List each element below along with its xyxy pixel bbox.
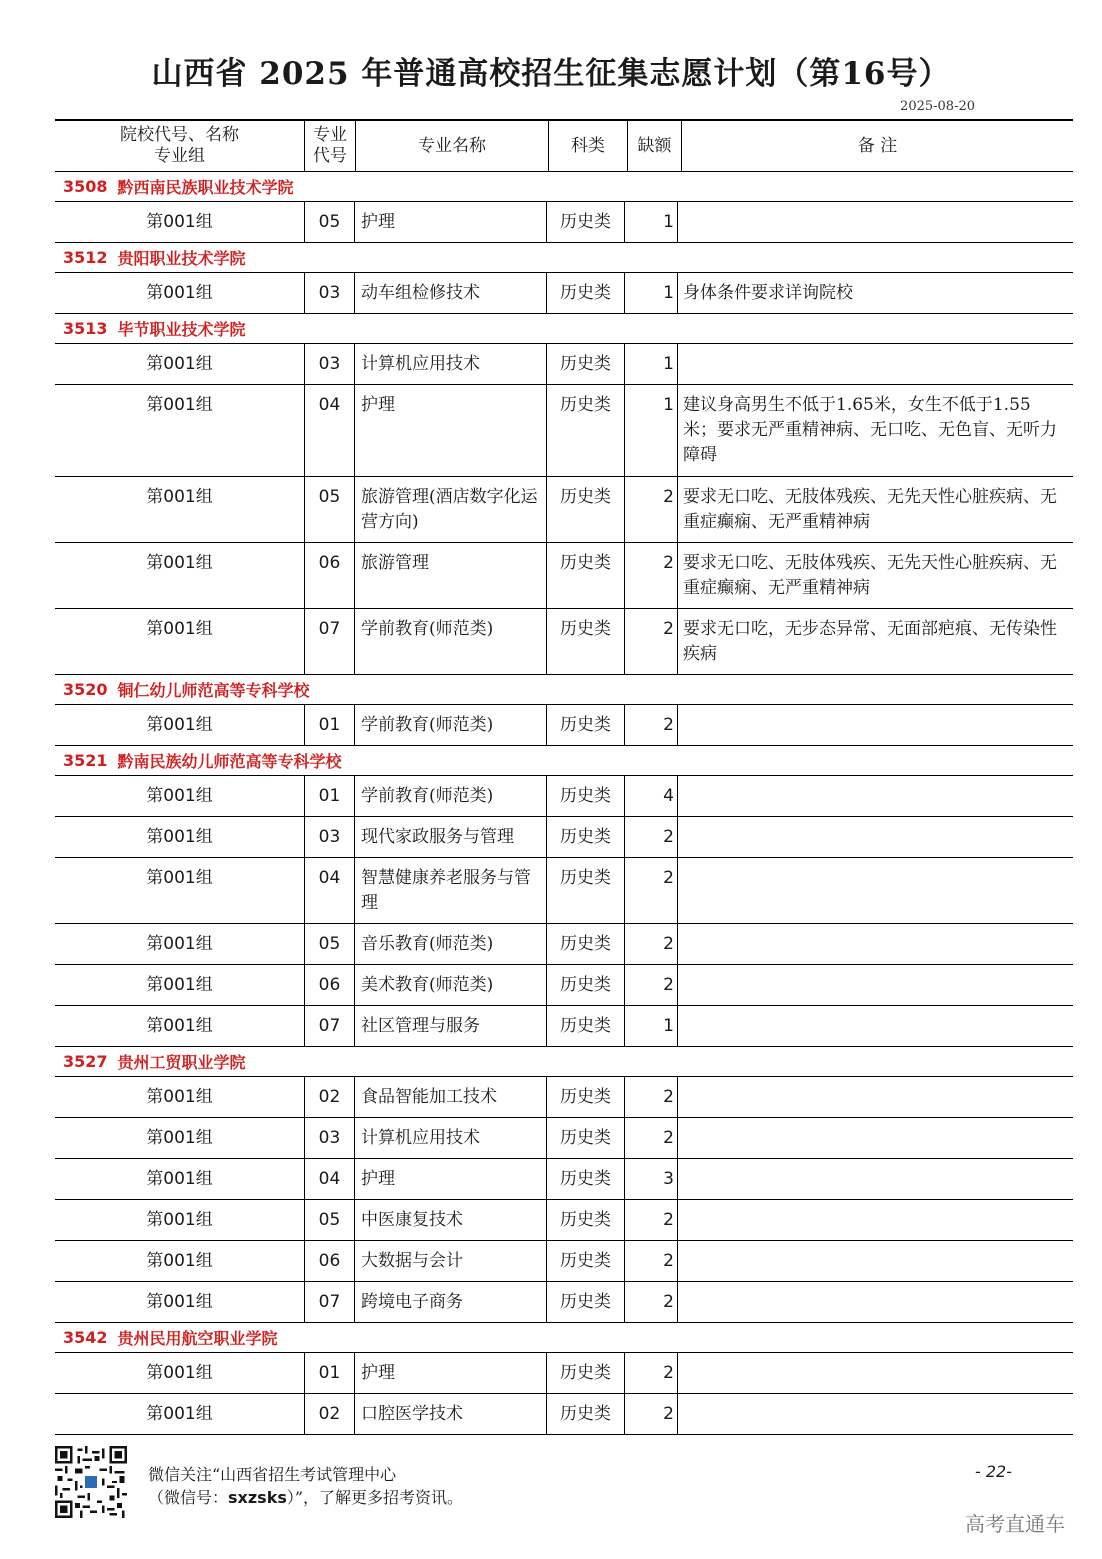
school-code: 3521: [63, 751, 108, 770]
table-row: [55, 1200, 1073, 1241]
table-row: [55, 705, 1073, 746]
major-code-cell: 03: [304, 273, 354, 313]
major-code-cell: 05: [304, 202, 354, 242]
category-cell: 历史类: [546, 1394, 624, 1434]
major-name-cell: 现代家政服务与管理: [354, 817, 546, 857]
major-code-cell: 07: [304, 1006, 354, 1046]
vacancy-cell: 2: [624, 965, 677, 1005]
vacancy-cell: 2: [624, 705, 677, 745]
group-cell: 第001组: [146, 1016, 213, 1036]
school-header: [55, 314, 1073, 344]
group-cell: 第001组: [146, 487, 213, 507]
category-cell: 历史类: [546, 1353, 624, 1393]
major-code-cell: 06: [304, 543, 354, 608]
major-name-cell: 食品智能加工技术: [354, 1077, 546, 1117]
table-header: [55, 121, 1073, 172]
category-cell: 历史类: [546, 705, 624, 745]
major-name-cell: 护理: [354, 1159, 546, 1199]
vacancy-cell: 2: [624, 477, 677, 542]
vacancy-cell: 2: [624, 858, 677, 923]
major-code-cell: 04: [304, 858, 354, 923]
vacancy-cell: 2: [624, 817, 677, 857]
group-cell: 第001组: [146, 283, 213, 303]
table-row: [55, 344, 1073, 385]
vacancy-cell: 3: [624, 1159, 677, 1199]
category-cell: 历史类: [546, 817, 624, 857]
footer-wechat-line1: 微信关注“山西省招生考试管理中心: [148, 1465, 397, 1484]
vacancy-cell: 1: [624, 273, 677, 313]
publish-date: 2025-08-20: [900, 99, 975, 114]
note-cell: [677, 965, 1073, 1005]
group-cell: 第001组: [146, 715, 213, 735]
group-cell: 第001组: [146, 1404, 213, 1424]
note-cell: [677, 1159, 1073, 1199]
major-code-cell: 04: [304, 1159, 354, 1199]
school-header: [55, 1047, 1073, 1077]
note-cell: [677, 924, 1073, 964]
major-name-cell: 学前教育(师范类): [354, 776, 546, 816]
school-code: 3508: [63, 177, 108, 196]
major-code-cell: 05: [304, 924, 354, 964]
table-row: [55, 609, 1073, 675]
category-cell: 历史类: [546, 965, 624, 1005]
group-cell: 第001组: [146, 1087, 213, 1107]
group-cell: 第001组: [146, 786, 213, 806]
group-cell: 第001组: [146, 975, 213, 995]
major-code-cell: 01: [304, 776, 354, 816]
vacancy-cell: 1: [624, 202, 677, 242]
table-row: [55, 965, 1073, 1006]
major-name-cell: 学前教育(师范类): [354, 705, 546, 745]
table-row: [55, 776, 1073, 817]
header-notes: 备 注: [681, 121, 1073, 171]
table-row: [55, 1282, 1073, 1323]
category-cell: 历史类: [546, 858, 624, 923]
page-footer: [0, 1440, 1102, 1559]
category-cell: 历史类: [546, 273, 624, 313]
group-cell: 第001组: [146, 619, 213, 639]
note-cell: [677, 1118, 1073, 1158]
major-name-cell: 动车组检修技术: [354, 273, 546, 313]
note-cell: [677, 1353, 1073, 1393]
vacancy-cell: 2: [624, 543, 677, 608]
school-header: [55, 1323, 1073, 1353]
major-code-cell: 03: [304, 817, 354, 857]
category-cell: 历史类: [546, 776, 624, 816]
note-cell: [677, 1200, 1073, 1240]
table-row: [55, 858, 1073, 924]
wechat-id: sxzsks: [228, 1488, 287, 1507]
major-name-cell: 旅游管理: [354, 543, 546, 608]
vacancy-cell: 2: [624, 1077, 677, 1117]
major-name-cell: 学前教育(师范类): [354, 609, 546, 674]
category-cell: 历史类: [546, 543, 624, 608]
note-cell: [677, 1282, 1073, 1322]
major-code-cell: 07: [304, 609, 354, 674]
vacancy-cell: 2: [624, 1241, 677, 1281]
table-row: [55, 1006, 1073, 1047]
major-code-cell: 03: [304, 344, 354, 384]
category-cell: 历史类: [546, 1006, 624, 1046]
qr-code-icon: [55, 1446, 127, 1518]
major-code-cell: 01: [304, 1353, 354, 1393]
header-major-name: 专业名称: [355, 121, 548, 171]
major-name-cell: 中医康复技术: [354, 1200, 546, 1240]
school-code: 3527: [63, 1052, 108, 1071]
category-cell: 历史类: [546, 924, 624, 964]
note-cell: 要求无口吃、无肢体残疾、无先天性心脏疾病、无重症癫痫、无严重精神病: [677, 543, 1073, 608]
group-cell: 第001组: [146, 1363, 213, 1383]
header-major-code: [304, 121, 355, 171]
category-cell: 历史类: [546, 385, 624, 476]
category-cell: 历史类: [546, 1077, 624, 1117]
school-name: 贵阳职业技术学院: [117, 249, 246, 268]
note-cell: 要求无口吃，无步态异常、无面部疤痕、无传染性疾病: [677, 609, 1073, 674]
table-row: [55, 1118, 1073, 1159]
table-row: [55, 543, 1073, 609]
header-major-code-line2: 代号: [313, 146, 347, 166]
table-row: [55, 1241, 1073, 1282]
school-code: 3542: [63, 1328, 108, 1347]
major-name-cell: 护理: [354, 385, 546, 476]
table-row: [55, 817, 1073, 858]
category-cell: 历史类: [546, 1159, 624, 1199]
header-vacancy: 缺额: [627, 121, 681, 171]
table-row: [55, 1353, 1073, 1394]
header-school-label: 院校代号、名称: [120, 125, 239, 145]
group-cell: 第001组: [146, 868, 213, 888]
table-row: [55, 924, 1073, 965]
page-number: - 22-: [975, 1462, 1012, 1481]
table-row: [55, 1077, 1073, 1118]
table-row: [55, 477, 1073, 543]
category-cell: 历史类: [546, 1241, 624, 1281]
school-header: [55, 172, 1073, 202]
school-header: [55, 675, 1073, 705]
note-cell: [677, 344, 1073, 384]
note-cell: [677, 1241, 1073, 1281]
category-cell: 历史类: [546, 1118, 624, 1158]
footer-wechat-line2: [148, 1485, 463, 1508]
note-cell: [677, 1006, 1073, 1046]
note-cell: 身体条件要求详询院校: [677, 273, 1073, 313]
header-major-code-line1: 专业: [313, 125, 347, 145]
group-cell: 第001组: [146, 553, 213, 573]
table-row: [55, 273, 1073, 314]
note-cell: [677, 776, 1073, 816]
note-cell: 要求无口吃、无肢体残疾、无先天性心脏疾病、无重症癫痫、无严重精神病: [677, 477, 1073, 542]
major-name-cell: 口腔医学技术: [354, 1394, 546, 1434]
major-code-cell: 05: [304, 477, 354, 542]
group-cell: 第001组: [146, 212, 213, 232]
major-code-cell: 07: [304, 1282, 354, 1322]
header-group-label: 专业组: [154, 146, 205, 166]
major-name-cell: 计算机应用技术: [354, 1118, 546, 1158]
category-cell: 历史类: [546, 202, 624, 242]
table-body: [55, 172, 1073, 1435]
school-name: 铜仁幼儿师范高等专科学校: [117, 681, 310, 700]
table-row: [55, 385, 1073, 477]
major-code-cell: 04: [304, 385, 354, 476]
major-name-cell: 音乐教育(师范类): [354, 924, 546, 964]
vacancy-cell: 2: [624, 1282, 677, 1322]
major-name-cell: 美术教育(师范类): [354, 965, 546, 1005]
group-cell: 第001组: [146, 395, 213, 415]
note-cell: [677, 817, 1073, 857]
vacancy-cell: 1: [624, 344, 677, 384]
school-name: 黔南民族幼儿师范高等专科学校: [117, 752, 342, 771]
major-name-cell: 智慧健康养老服务与管理: [354, 858, 546, 923]
school-name: 贵州民用航空职业学院: [117, 1329, 278, 1348]
vacancy-cell: 2: [624, 1394, 677, 1434]
category-cell: 历史类: [546, 609, 624, 674]
group-cell: 第001组: [146, 1251, 213, 1271]
vacancy-cell: 4: [624, 776, 677, 816]
footer-line2-pre: （微信号：: [148, 1488, 229, 1507]
school-name: 贵州工贸职业学院: [117, 1053, 246, 1072]
major-name-cell: 社区管理与服务: [354, 1006, 546, 1046]
major-code-cell: 06: [304, 1241, 354, 1281]
note-cell: [677, 1077, 1073, 1117]
table-row: [55, 1394, 1073, 1435]
note-cell: [677, 202, 1073, 242]
major-name-cell: 护理: [354, 1353, 546, 1393]
group-cell: 第001组: [146, 1210, 213, 1230]
note-cell: 建议身高男生不低于1.65米，女生不低于1.55米；要求无严重精神病、无口吃、无色盲、无听力障碍: [677, 385, 1073, 476]
category-cell: 历史类: [546, 344, 624, 384]
note-cell: [677, 1394, 1073, 1434]
vacancy-cell: 2: [624, 1353, 677, 1393]
watermark: 高考直通车: [965, 1512, 1065, 1536]
header-category: 科类: [548, 121, 627, 171]
major-code-cell: 02: [304, 1394, 354, 1434]
major-code-cell: 05: [304, 1200, 354, 1240]
table-row: [55, 202, 1073, 243]
plan-table: [55, 119, 1073, 1435]
note-cell: [677, 858, 1073, 923]
school-code: 3513: [63, 319, 108, 338]
major-code-cell: 02: [304, 1077, 354, 1117]
group-cell: 第001组: [146, 1128, 213, 1148]
table-row: [55, 1159, 1073, 1200]
group-cell: 第001组: [146, 1169, 213, 1189]
group-cell: 第001组: [146, 1292, 213, 1312]
major-name-cell: 旅游管理(酒店数字化运营方向): [354, 477, 546, 542]
major-name-cell: 跨境电子商务: [354, 1282, 546, 1322]
school-name: 黔西南民族职业技术学院: [117, 178, 294, 197]
category-cell: 历史类: [546, 1282, 624, 1322]
vacancy-cell: 2: [624, 609, 677, 674]
major-code-cell: 01: [304, 705, 354, 745]
vacancy-cell: 2: [624, 924, 677, 964]
vacancy-cell: 1: [624, 385, 677, 476]
major-code-cell: 06: [304, 965, 354, 1005]
school-header: [55, 746, 1073, 776]
group-cell: 第001组: [146, 354, 213, 374]
major-name-cell: 计算机应用技术: [354, 344, 546, 384]
major-code-cell: 03: [304, 1118, 354, 1158]
school-name: 毕节职业技术学院: [117, 320, 246, 339]
school-code: 3512: [63, 248, 108, 267]
note-cell: [677, 705, 1073, 745]
group-cell: 第001组: [146, 827, 213, 847]
group-cell: 第001组: [146, 934, 213, 954]
header-school-group: [55, 121, 304, 171]
vacancy-cell: 2: [624, 1200, 677, 1240]
category-cell: 历史类: [546, 477, 624, 542]
footer-line2-post: ）”，了解更多招考资讯。: [286, 1488, 464, 1507]
category-cell: 历史类: [546, 1200, 624, 1240]
page-title: 山西省 2025 年普通高校招生征集志愿计划（第16号）: [151, 56, 951, 92]
school-code: 3520: [63, 680, 108, 699]
vacancy-cell: 1: [624, 1006, 677, 1046]
vacancy-cell: 2: [624, 1118, 677, 1158]
school-header: [55, 243, 1073, 273]
major-name-cell: 护理: [354, 202, 546, 242]
major-name-cell: 大数据与会计: [354, 1241, 546, 1281]
